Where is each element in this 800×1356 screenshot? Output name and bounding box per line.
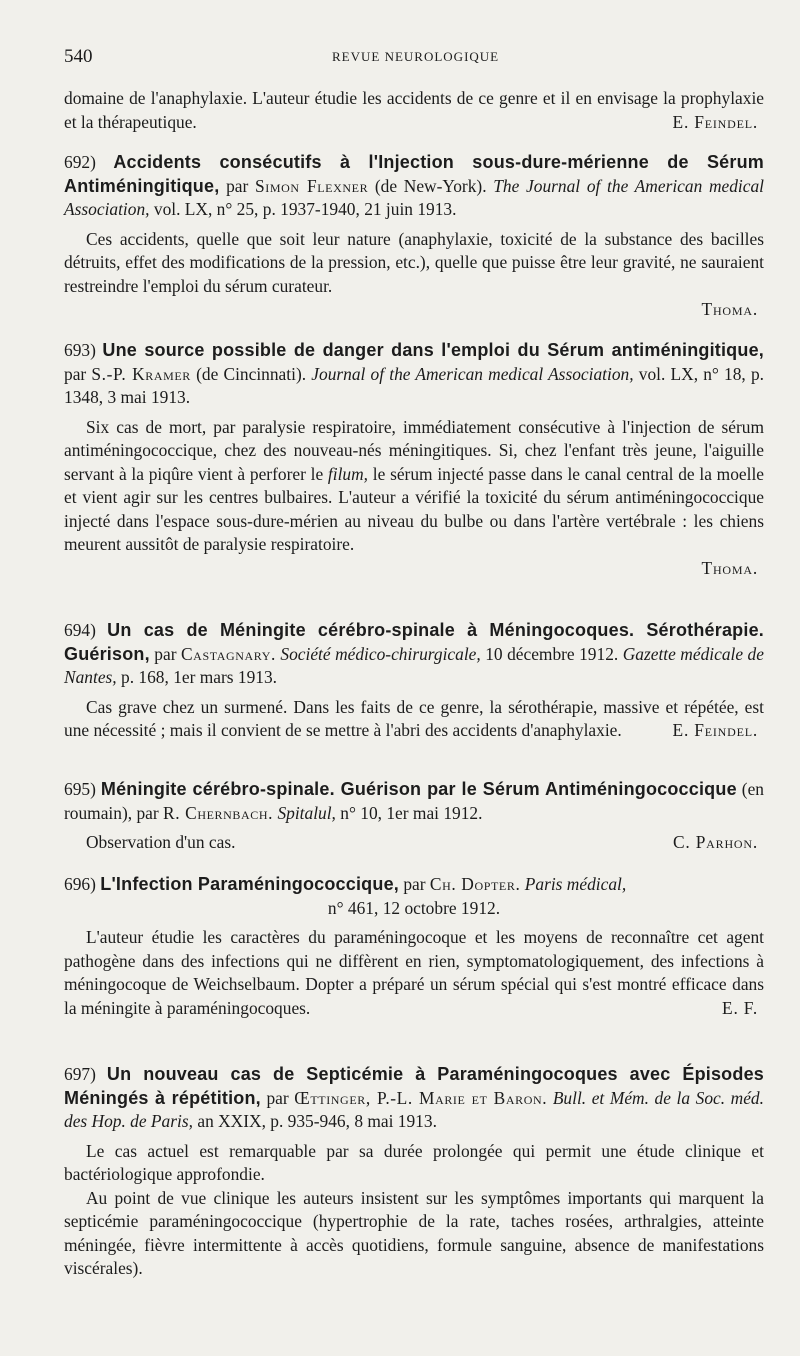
entry-696-signature: E. F. (722, 997, 758, 1018)
page-number: 540 (64, 46, 93, 67)
entry-body-part-a: Six cas de mort, par paralysie respiratoire, immédiatement consécutive à l'injection de sérum antiméningococcique, chez des nouveau-nés méningitiques. Si, chez l'enfant très jeune, l'aiguille servant à la piqûre vient à perforer le (64, 416, 764, 484)
entry-697-body-2 (64, 1187, 764, 1281)
entry-source-2: Gazette médicale de Nantes, (64, 643, 764, 687)
entry-reference-2: p. 168, 1er mars 1913. (121, 667, 278, 687)
entry-695-signature: C. Parhon. (673, 832, 758, 852)
authors-prefix: par (64, 363, 87, 384)
entry-number: 695) (64, 779, 96, 799)
entry-number: 694) (64, 620, 96, 640)
entry-body-part-b: le sérum injecté passe dans le canal central de la moelle et vient agir sur les centres bulbaires. L'auteur a vérifié la toxicité du sérum antiméningococcique injecté dans l'espace sous-dure-mérien au niveau du bulbe ou dans l'artère vertébrale : les chiens meurent aussitôt de paralysie respiratoire. (64, 463, 764, 554)
entry-697-body-1 (64, 1140, 764, 1187)
intro-block (64, 87, 764, 134)
entry-author: R. Chernbach. (163, 802, 274, 823)
entry-affiliation: (de Cincinnati). (196, 363, 307, 384)
entry-reference: n° 461, 12 octobre 1912. (327, 897, 501, 918)
entry-694-body (64, 696, 764, 743)
entry-title: Un nouveau cas de Septicémie à Paraméningocoques avec Épisodes Méningés à répétition, (64, 1064, 764, 1108)
entry-author: Œttinger, P.-L. Marie et Baron. (294, 1087, 548, 1108)
entry-695-body (64, 831, 764, 855)
entry-reference: an XXIX, p. 935-946, 8 mai 1913. (197, 1111, 437, 1131)
entry-author: Castagnary. (180, 643, 276, 664)
entry-695-heading (64, 778, 764, 825)
entry-692 (64, 151, 764, 322)
entry-source: Journal of the American medical Association, (311, 363, 634, 384)
entry-affiliation: (de New-York). (374, 175, 487, 196)
entry-body: Le cas actuel est remarquable par sa durée prolongée qui permit une étude clinique et bactériologique approfondie. (64, 1140, 764, 1184)
entry-692-signature: Thoma. (701, 299, 758, 319)
authors-prefix: par (226, 175, 249, 196)
entry-body-emphasis: filum, (327, 463, 369, 484)
entry-number: 697) (64, 1064, 96, 1084)
entry-696-heading (64, 873, 764, 897)
entry-692-body (64, 228, 764, 299)
entry-title: L'Infection Paraméningococcique, (100, 874, 399, 894)
entry-693-heading (64, 339, 764, 410)
entry-number: 696) (64, 874, 96, 894)
entry-author: Simon Flexner (255, 175, 369, 196)
entry-694 (64, 619, 764, 743)
entry-694-heading (64, 619, 764, 690)
entry-title: Un cas de Méningite cérébro-spinale à Méningocoques. Sérothérapie. Guérison, (64, 620, 764, 664)
entry-body: Ces accidents, quelle que soit leur nature (anaphylaxie, toxicité de la substance des bacilles détruits, effet des modifications de la pression, etc.), quelle que puisse être leur gravité, ne sauraient restreindre l'emploi du sérum curateur. (64, 228, 764, 296)
entry-source: Bull. et Mém. de la Soc. méd. des Hop. de Paris, (64, 1087, 764, 1131)
entry-696-reference-line (64, 897, 764, 921)
intro-paragraph (64, 87, 764, 134)
entry-number: 692) (64, 152, 96, 172)
entry-author: S.-P. Kramer (91, 363, 191, 384)
entry-696 (64, 873, 764, 1020)
entry-695 (64, 778, 764, 855)
authors-prefix: par (266, 1087, 289, 1108)
entry-body: L'auteur étudie les caractères du paraméningocoque et les moyens de reconnaître cet agent pathogène dans des infections qui ne diffèrent en rien, symptomatologiquement, des infections à méningocoque de Weichselbaum. Dopter a préparé un sérum spécial qui s'est montré efficace dans la méningite à paraméningocoques. (64, 927, 764, 1018)
authors-prefix: par (403, 874, 426, 894)
entry-source: Société médico-chirurgicale, (280, 643, 481, 664)
entry-694-signature: E. Feindel. (672, 720, 758, 740)
entry-body: Au point de vue clinique les auteurs insistent sur les symptômes importants qui marquent la septicémie paraméningococcique (hypertrophie de la rate, taches rosées, arthralgies, atteinte méningée, fièvre intermittente à accès quotidiens, formule sanguine, absence de manifestations viscérales). (64, 1187, 764, 1278)
entry-number: 693) (64, 340, 96, 360)
entry-697-heading (64, 1063, 764, 1134)
authors-prefix: par (136, 802, 159, 823)
entry-693-signature: Thoma. (701, 557, 758, 578)
authors-prefix: par (154, 643, 177, 664)
intro-text: domaine de l'anaphylaxie. L'auteur étudie les accidents de ce genre et il en envisage la prophylaxie et la thérapeutique. (64, 88, 764, 132)
entry-source: Paris médical, (524, 874, 627, 894)
entry-body: Observation d'un cas. (86, 832, 236, 852)
entry-692-heading (64, 151, 764, 222)
entry-reference: vol. LX, n° 18, p. 1348, 3 mai 1913. (64, 363, 764, 407)
entry-source: Spitalul, (277, 802, 336, 823)
entry-697 (64, 1063, 764, 1281)
entry-body: Cas grave chez un surmené. Dans les faits de ce genre, la sérothérapie, massive et répétée, est une nécessité ; mais il convient de se mettre à l'abri des accidents d'anaphylaxie. (64, 696, 764, 740)
entry-reference: 10 décembre 1912. (485, 643, 619, 664)
entry-title: Une source possible de danger dans l'emploi du Sérum antiméningitique, (102, 340, 764, 360)
entry-affiliation: (en roumain), (64, 779, 765, 823)
entry-693 (64, 339, 764, 580)
entry-693-body (64, 416, 764, 557)
entry-reference: vol. LX, n° 25, p. 1937-1940, 21 juin 1913. (153, 199, 457, 219)
entry-author: Ch. Dopter. (429, 874, 521, 894)
entry-source: The Journal of the American medical Association, (64, 175, 765, 219)
entry-reference: n° 10, 1er mai 1912. (340, 802, 483, 823)
running-head (64, 46, 764, 68)
entry-title: Accidents consécutifs à l'Injection sous-dure-mérienne de Sérum Antiméningitique, (64, 152, 764, 196)
entry-696-body (64, 926, 764, 1020)
entry-title: Méningite cérébro-spinale. Guérison par le Sérum Antiméningococcique (100, 779, 737, 799)
intro-signature: E. Feindel. (672, 111, 758, 132)
journal-name: REVUE NEUROLOGIQUE (332, 49, 500, 64)
